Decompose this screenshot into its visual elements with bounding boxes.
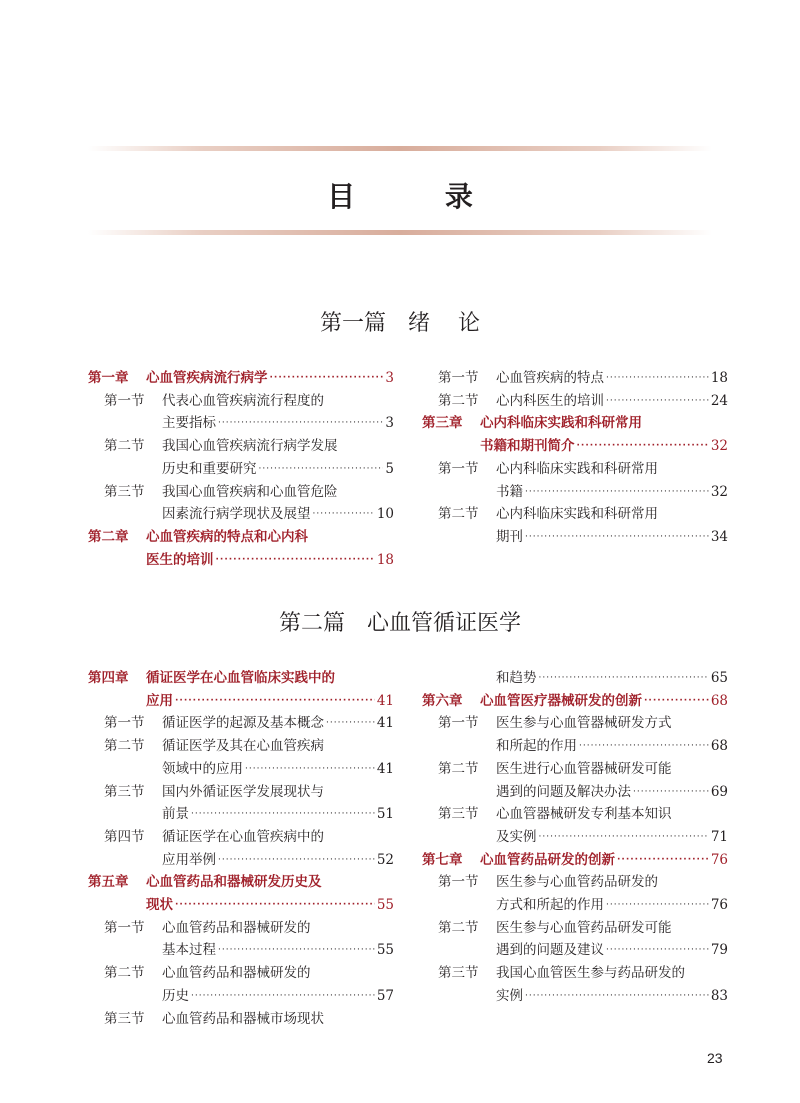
toc-entry-page: 76	[710, 851, 728, 868]
part2-title-name: 心血管循证医学	[367, 611, 522, 636]
toc-entry-label: 第二节	[104, 738, 145, 755]
toc-section-entry[interactable]	[422, 736, 728, 756]
toc-entry-title: 心血管药品和器械研发历史及	[146, 874, 322, 891]
toc-entry-title: 历史	[162, 987, 189, 1004]
toc-leader-dots	[175, 895, 375, 915]
toc-leader-dots	[313, 504, 375, 524]
toc-chapter-entry[interactable]	[88, 527, 394, 547]
toc-section-entry[interactable]	[422, 482, 728, 502]
toc-section-entry[interactable]	[422, 827, 728, 847]
toc-entry-title: 医生参与心血管药品研发的	[496, 874, 658, 891]
toc-section-entry[interactable]	[88, 827, 394, 847]
toc-leader-dots	[525, 986, 709, 1006]
toc-entry-label: 第二节	[438, 760, 479, 777]
toc-entry-title: 心血管药品和器械研发的	[162, 965, 311, 982]
toc-entry-page: 51	[376, 806, 394, 823]
toc-entry-title: 医生进行心血管器械研发可能	[496, 760, 672, 777]
toc-entry-title: 循证医学及其在心血管疾病	[162, 738, 324, 755]
toc-section-entry[interactable]	[422, 895, 728, 915]
toc-section-entry[interactable]	[422, 459, 728, 479]
toc-leader-dots	[175, 691, 375, 711]
toc-leader-dots	[218, 413, 383, 433]
toc-entry-label: 第五章	[88, 874, 129, 891]
toc-chapter-entry[interactable]	[88, 691, 394, 711]
toc-leader-dots	[218, 940, 375, 960]
toc-entry-title: 和趋势	[496, 670, 537, 686]
toc-entry-page: 68	[710, 738, 728, 755]
toc-entry-label: 第四节	[104, 828, 145, 845]
toc-entry-title: 实例	[496, 987, 523, 1004]
toc-entry-title: 代表心血管疾病流行程度的	[162, 392, 324, 409]
toc-section-entry[interactable]	[88, 804, 394, 824]
toc-chapter-entry[interactable]	[88, 550, 394, 570]
toc-leader-dots	[259, 459, 384, 479]
toc-entry-title: 我国心血管疾病流行病学发展	[162, 438, 338, 455]
toc-entry-page: 79	[710, 942, 728, 959]
toc-section-entry[interactable]	[422, 872, 728, 892]
toc-section-entry[interactable]	[88, 986, 394, 1006]
toc-entry-title: 应用举例	[162, 851, 216, 868]
toc-entry-title: 应用	[146, 692, 173, 709]
toc-entry-title: 心血管疾病流行病学	[146, 370, 268, 386]
toc-entry-title: 循证医学的起源及基本概念	[162, 715, 324, 732]
page-number: 23	[707, 1050, 723, 1066]
toc-entry-title: 遇到的问题及解决办法	[496, 783, 631, 800]
toc-entry-label: 第一章	[88, 370, 129, 386]
toc-section-entry[interactable]	[88, 940, 394, 960]
toc-entry-page: 18	[376, 551, 394, 568]
toc-chapter-entry[interactable]	[88, 872, 394, 892]
toc-section-entry[interactable]	[88, 504, 394, 524]
toc-entry-title: 期刊	[496, 528, 523, 545]
toc-section-entry[interactable]	[422, 504, 728, 524]
toc-section-entry[interactable]	[88, 713, 394, 733]
toc-entry-title: 心血管药品研发的创新	[480, 851, 615, 868]
toc-entry-label: 第二章	[88, 528, 129, 545]
toc-section-entry[interactable]	[88, 963, 394, 983]
toc-entry-label: 第一节	[438, 715, 479, 732]
toc-leader-dots	[577, 436, 709, 456]
toc-section-entry[interactable]	[422, 940, 728, 960]
toc-leader-dots	[539, 668, 709, 688]
toc-leader-dots	[270, 368, 384, 388]
toc-entry-title: 心内科临床实践和科研常用	[496, 460, 658, 477]
toc-entry-label: 第三节	[438, 806, 479, 823]
toc-entry-label: 第二节	[438, 506, 479, 523]
toc-title: 目 录	[327, 180, 513, 213]
toc-leader-dots	[218, 850, 375, 870]
toc-section-entry[interactable]	[422, 782, 728, 802]
toc-entry-title: 心内科医生的培训	[496, 392, 604, 409]
toc-entry-page: 41	[376, 692, 394, 709]
toc-entry-title: 书籍	[496, 483, 523, 500]
toc-entry-title: 心血管器械研发专利基本知识	[496, 806, 672, 823]
toc-entry-page: 3	[385, 370, 394, 386]
part2-title-number: 第二篇	[278, 611, 345, 636]
toc-entry-page: 71	[710, 828, 728, 845]
toc-section-entry[interactable]	[422, 527, 728, 547]
toc-section-entry[interactable]	[88, 759, 394, 779]
part2-title	[0, 606, 800, 637]
toc-entry-title: 现状	[146, 897, 173, 913]
toc-entry-title: 心血管药品和器械市场现状	[162, 1010, 324, 1027]
toc-leader-dots	[216, 550, 375, 570]
toc-entry-label: 第三节	[104, 1010, 145, 1027]
toc-entry-title: 历史和重要研究	[162, 460, 257, 477]
toc-section-entry[interactable]	[88, 482, 394, 502]
toc-chapter-entry[interactable]	[422, 413, 728, 433]
toc-entry-title: 主要指标	[162, 415, 216, 432]
toc-chapter-entry[interactable]	[88, 668, 394, 688]
toc-entry-title: 心血管药品和器械研发的	[162, 919, 311, 936]
toc-entry-page: 3	[385, 415, 394, 432]
toc-chapter-entry[interactable]	[88, 895, 394, 915]
toc-entry-title: 书籍和期刊简介	[480, 438, 575, 455]
toc-entry-page: 52	[376, 851, 394, 868]
toc-entry-label: 第三节	[104, 783, 145, 800]
toc-entry-title: 前景	[162, 806, 189, 823]
toc-entry-page: 32	[710, 483, 728, 500]
toc-entry-page: 65	[710, 670, 728, 686]
toc-leader-dots	[191, 986, 375, 1006]
toc-section-entry[interactable]	[422, 918, 728, 938]
toc-entry-label: 第四章	[88, 670, 129, 686]
toc-entry-label: 第一节	[104, 392, 145, 409]
toc-entry-title: 医生参与心血管药品研发可能	[496, 919, 672, 936]
toc-entry-label: 第三节	[438, 965, 479, 982]
header-rule-bottom	[88, 230, 712, 235]
toc-section-entry[interactable]	[422, 963, 728, 983]
toc-chapter-entry[interactable]	[422, 850, 728, 870]
toc-section-entry[interactable]	[88, 459, 394, 479]
toc-entry-title: 遇到的问题及建议	[496, 942, 604, 959]
toc-entry-page: 76	[710, 897, 728, 913]
toc-entry-page: 55	[376, 897, 394, 913]
toc-leader-dots	[539, 827, 709, 847]
toc-entry-page: 10	[376, 506, 394, 523]
toc-entry-title: 医生参与心血管器械研发方式	[496, 715, 672, 732]
toc-entry-page: 41	[376, 715, 394, 732]
toc-section-entry[interactable]	[422, 713, 728, 733]
toc-entry-page: 24	[710, 392, 728, 409]
toc-entry-page: 69	[710, 783, 728, 800]
toc-entry-label: 第六章	[422, 692, 463, 709]
toc-section-entry[interactable]	[88, 1009, 394, 1029]
toc-entry-title: 因素流行病学现状及展望	[162, 506, 311, 523]
toc-entry-title: 国内外循证医学发展现状与	[162, 783, 324, 800]
toc-entry-page: 18	[710, 370, 728, 386]
toc-entry-label: 第一节	[104, 919, 145, 936]
toc-leader-dots	[633, 782, 709, 802]
toc-entry-label: 第一节	[438, 874, 479, 891]
toc-leader-dots	[617, 850, 709, 870]
toc-leader-dots	[606, 895, 709, 915]
toc-entry-title: 方式和所起的作用	[496, 897, 604, 913]
toc-leader-dots	[191, 804, 375, 824]
toc-section-entry[interactable]	[88, 436, 394, 456]
toc-entry-page: 83	[710, 987, 728, 1004]
toc-entry-label: 第一节	[438, 460, 479, 477]
toc-section-entry[interactable]	[88, 391, 394, 411]
part1-title	[0, 306, 800, 337]
toc-section-entry[interactable]	[88, 413, 394, 433]
toc-section-entry[interactable]	[88, 918, 394, 938]
toc-chapter-entry[interactable]	[422, 436, 728, 456]
part1-title-number: 第一篇	[320, 311, 387, 336]
toc-entry-page: 34	[710, 528, 728, 545]
toc-entry-title: 心内科临床实践和科研常用	[480, 415, 642, 432]
toc-entry-title: 循证医学在心血管疾病中的	[162, 828, 324, 845]
toc-section-entry[interactable]	[422, 759, 728, 779]
toc-leader-dots	[245, 759, 375, 779]
toc-leader-dots	[525, 482, 709, 502]
toc-entry-label: 第二节	[104, 438, 145, 455]
toc-entry-title: 领域中的应用	[162, 760, 243, 777]
toc-leader-dots	[326, 713, 375, 733]
toc-entry-title: 心血管疾病的特点和心内科	[146, 528, 308, 545]
toc-section-entry[interactable]	[422, 986, 728, 1006]
header-rule-top	[88, 146, 712, 151]
toc-entry-title: 和所起的作用	[496, 738, 577, 755]
toc-entry-title: 基本过程	[162, 942, 216, 959]
toc-entry-page: 57	[376, 987, 394, 1004]
toc-entry-label: 第二节	[438, 392, 479, 409]
toc-entry-page: 68	[710, 692, 728, 709]
toc-section-entry[interactable]	[422, 391, 728, 411]
toc-entry-label: 第二节	[104, 965, 145, 982]
toc-entry-title: 及实例	[496, 828, 537, 845]
toc-section-entry[interactable]	[422, 368, 728, 388]
toc-section-entry[interactable]	[88, 782, 394, 802]
toc-entry-page: 41	[376, 760, 394, 777]
toc-entry-label: 第三章	[422, 415, 463, 432]
toc-leader-dots	[644, 691, 709, 711]
toc-entry-label: 第二节	[438, 919, 479, 936]
toc-leader-dots	[525, 527, 709, 547]
toc-chapter-entry[interactable]	[422, 691, 728, 711]
toc-entry-title: 医生的培训	[146, 551, 214, 568]
toc-entry-label: 第三节	[104, 483, 145, 500]
part1-title-name: 绪 论	[408, 311, 480, 336]
toc-entry-label: 第七章	[422, 851, 463, 868]
toc-entry-title: 我国心血管医生参与药品研发的	[496, 965, 685, 982]
toc-section-entry[interactable]	[422, 804, 728, 824]
toc-entry-title: 心血管医疗器械研发的创新	[480, 692, 642, 709]
toc-section-entry[interactable]	[422, 668, 728, 688]
toc-entry-page: 55	[376, 942, 394, 959]
toc-entry-title: 心血管疾病的特点	[496, 370, 604, 386]
toc-leader-dots	[579, 736, 709, 756]
toc-entry-title: 心内科临床实践和科研常用	[496, 506, 658, 523]
toc-entry-page: 5	[385, 460, 394, 477]
toc-entry-label: 第一节	[104, 715, 145, 732]
toc-entry-title: 循证医学在心血管临床实践中的	[146, 670, 335, 686]
toc-section-entry[interactable]	[88, 850, 394, 870]
toc-leader-dots	[606, 940, 709, 960]
toc-entry-page: 32	[710, 438, 728, 455]
toc-section-entry[interactable]	[88, 736, 394, 756]
toc-entry-title: 我国心血管疾病和心血管危险	[162, 483, 338, 500]
toc-chapter-entry[interactable]	[88, 368, 394, 388]
toc-leader-dots	[606, 391, 709, 411]
toc-leader-dots	[606, 368, 709, 388]
toc-entry-label: 第一节	[438, 370, 479, 386]
